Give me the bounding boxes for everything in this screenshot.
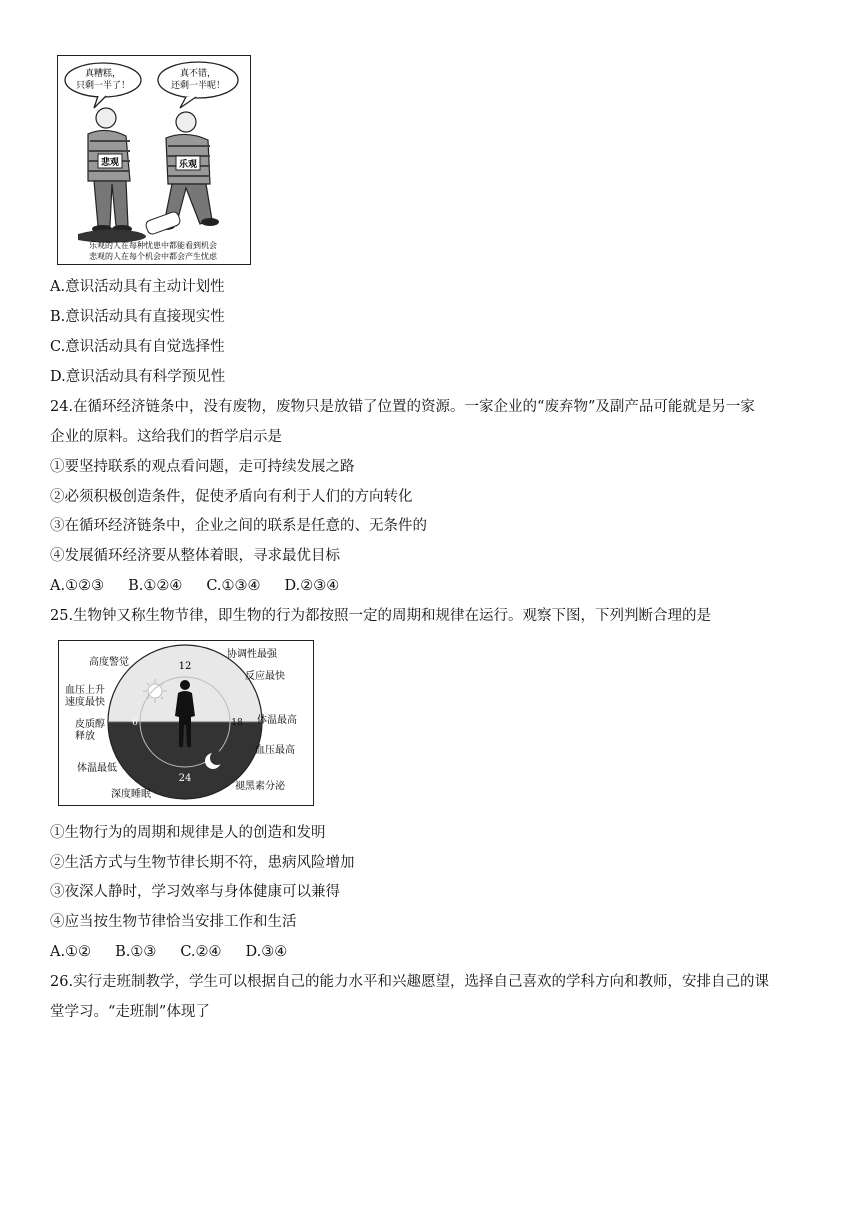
- cartoon-illustration: [58, 56, 249, 263]
- bubble-left-line2: 只剩一半了！: [75, 81, 131, 91]
- q24-item-1: ①要坚持联系的观点看问题，走可持续发展之路: [50, 459, 355, 475]
- optimist-figure: [157, 112, 219, 230]
- caption-line2: 悲观的人在每个机会中都会产生忧虑: [89, 252, 217, 261]
- hour-24: 24: [178, 773, 192, 784]
- hour-18: 18: [231, 718, 243, 728]
- q25-item-3: ③夜深人静时，学习效率与身体健康可以兼得: [50, 884, 340, 900]
- pessimist-figure: [88, 108, 132, 233]
- label-cortisol-line2: 释放: [75, 731, 95, 742]
- q24-choice-b: B.①②④: [128, 578, 183, 594]
- biological-clock-diagram: [59, 641, 312, 804]
- q23-option-c: C.意识活动具有自觉选择性: [50, 339, 225, 355]
- q25-choice-d: D.③④: [245, 944, 288, 960]
- label-melatonin: 褪黑素分泌: [235, 781, 285, 792]
- label-best-coordination: 协调性最强: [227, 649, 277, 660]
- q23-option-d: D.意识活动具有科学预见性: [50, 369, 226, 385]
- q24-stem-line1: 24.在循环经济链条中，没有废物，废物只是放错了位置的资源。一家企业的“废弃物”及副产品可能就是另一家: [50, 399, 755, 415]
- q24-item-2: ②必须积极创造条件，促使矛盾向有利于人们的方向转化: [50, 489, 413, 505]
- q24-stem-line2: 企业的原料。这给我们的哲学启示是: [50, 429, 282, 445]
- label-bp-rise-line2: 速度最快: [65, 697, 105, 708]
- label-high-alert: 高度警觉: [89, 657, 129, 668]
- q24-choice-d: D.②③④: [284, 578, 340, 594]
- q25-choices: [50, 942, 311, 962]
- pessimist-label: 悲观: [100, 158, 120, 168]
- optimist-label: 乐观: [178, 160, 198, 170]
- q24-item-4: ④发展循环经济要从整体着眼，寻求最优目标: [50, 548, 340, 564]
- q24-choice-a: A.①②③: [50, 578, 105, 594]
- label-bp-rise-line1: 血压上升: [65, 685, 105, 696]
- q23-option-b: B.意识活动具有直接现实性: [50, 309, 225, 325]
- cartoon-figure: [57, 55, 251, 265]
- q25-item-1: ①生物行为的周期和规律是人的创造和发明: [50, 825, 326, 841]
- label-fastest-reaction: 反应最快: [245, 671, 285, 682]
- label-highest-temp: 体温最高: [257, 715, 297, 726]
- q26-stem-line1: 26.实行走班制教学，学生可以根据自己的能力水平和兴趣愿望，选择自己喜欢的学科方向和教师，安排自己的课: [50, 974, 770, 990]
- label-deep-sleep: 深度睡眠: [111, 789, 151, 800]
- q24-choices: [50, 576, 363, 596]
- hour-12: 12: [178, 661, 192, 672]
- q23-option-a: A.意识活动具有主动计划性: [50, 279, 225, 295]
- q26-stem-line2: 堂学习。“走班制”体现了: [50, 1004, 210, 1020]
- q25-item-4: ④应当按生物节律恰当安排工作和生活: [50, 914, 297, 930]
- label-lowest-temp: 体温最低: [77, 763, 117, 774]
- q24-item-3: ③在循环经济链条中，企业之间的联系是任意的、无条件的: [50, 518, 427, 534]
- bubble-left-line1: 真糟糕，: [84, 69, 122, 79]
- biological-clock-figure: [58, 640, 314, 806]
- q24-choice-c: C.①③④: [206, 578, 261, 594]
- bubble-right-line1: 真不错，: [179, 69, 217, 79]
- label-cortisol-line1: 皮质醇: [75, 719, 105, 730]
- label-highest-bp: 血压最高: [255, 745, 295, 756]
- q25-choice-b: B.①③: [115, 944, 157, 960]
- q25-stem: 25.生物钟又称生物节律，即生物的行为都按照一定的周期和规律在运行。观察下图，下列判断合理的是: [50, 608, 712, 624]
- q25-choice-a: A.①②: [50, 944, 92, 960]
- bubble-right-line2: 还剩一半呢！: [170, 81, 226, 91]
- q25-item-2: ②生活方式与生物节律长期不符，患病风险增加: [50, 855, 355, 871]
- q25-choice-c: C.②④: [180, 944, 222, 960]
- hour-6: 6: [132, 718, 138, 728]
- caption-line1: 乐观的人在每种忧患中都能看到机会: [89, 241, 217, 250]
